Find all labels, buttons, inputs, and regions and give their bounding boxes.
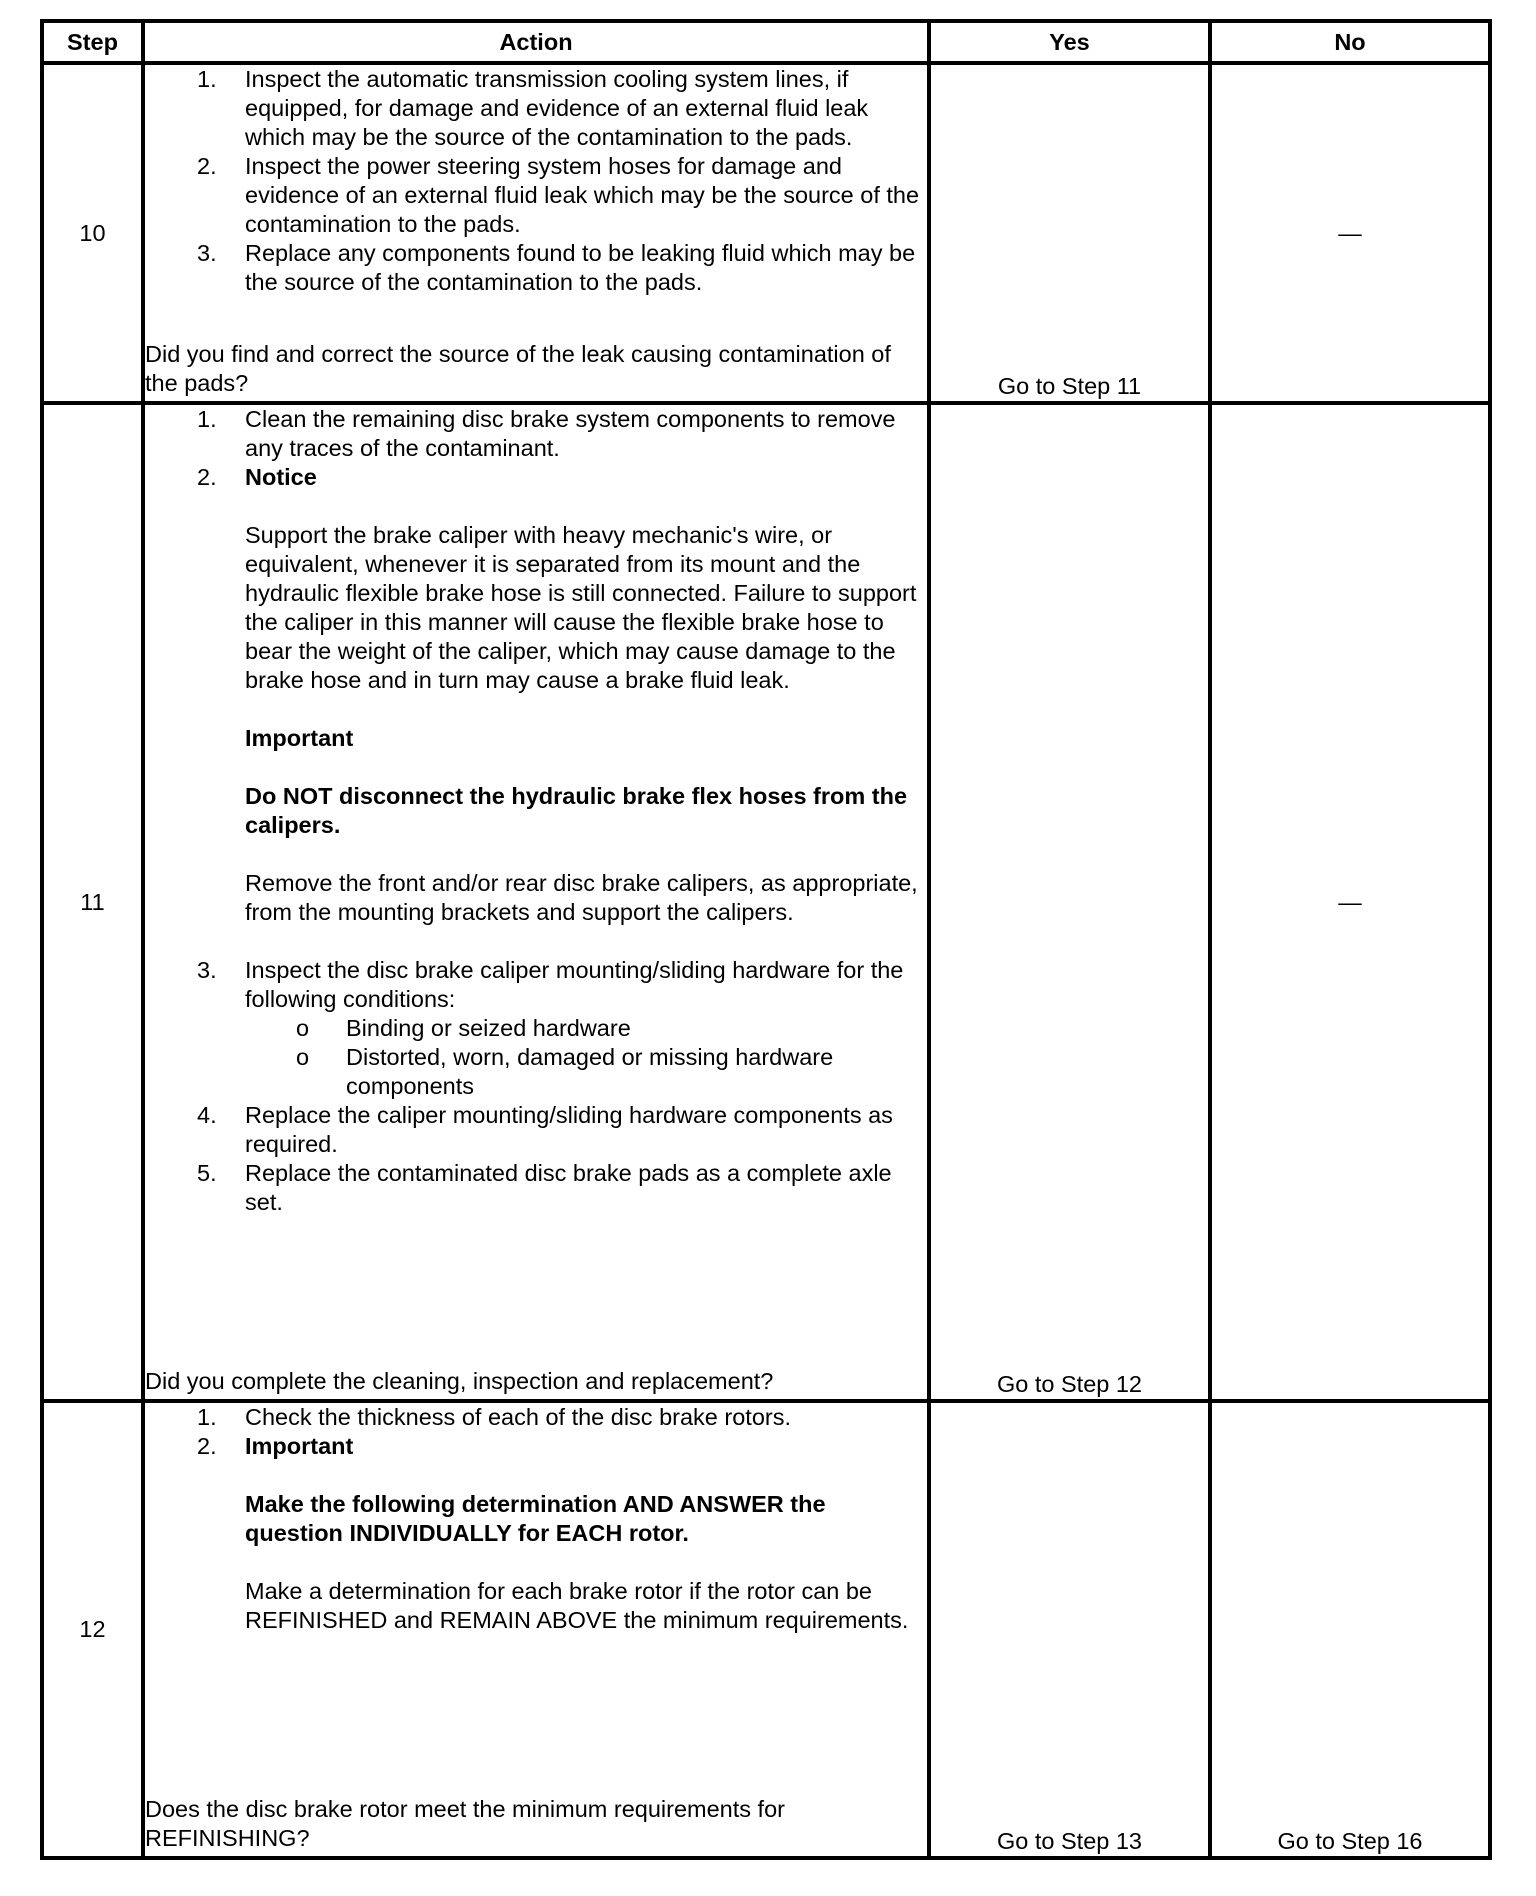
list-item <box>145 1403 927 1432</box>
yes-cell: Go to Step 11 <box>929 63 1210 403</box>
action-cell <box>143 1401 929 1858</box>
condition-text: Distorted, worn, damaged or missing hardware components <box>346 1044 834 1099</box>
item-text: Inspect the automatic transmission cooling system lines, if equipped, for damage and evidence of an external fluid leak which may be the source of the contamination to the pads. <box>245 66 869 150</box>
action-list <box>145 405 927 1217</box>
important-label: Important <box>245 1433 354 1459</box>
item-number: 3. <box>197 240 217 266</box>
header-yes: Yes <box>929 21 1210 63</box>
step-number: 12 <box>42 1401 143 1858</box>
no-cell: — <box>1210 63 1490 403</box>
list-item <box>145 956 927 1101</box>
list-item <box>145 239 927 297</box>
question-text: Did you find and correct the source of the leak causing contamination of the pads? <box>145 341 891 396</box>
item-number: 2. <box>197 1433 217 1459</box>
action-list <box>145 1403 927 1635</box>
step-number: 10 <box>42 63 143 403</box>
header-no: No <box>1210 21 1490 63</box>
item-text: Replace the caliper mounting/sliding hardware components as required. <box>245 1102 893 1157</box>
list-item <box>145 405 927 463</box>
step-number: 11 <box>42 403 143 1401</box>
important-label: Important <box>245 725 354 751</box>
item-number: 2. <box>197 464 217 490</box>
item-number: 5. <box>197 1160 217 1186</box>
bullet-icon: o <box>296 1044 310 1070</box>
header-action: Action <box>143 21 929 63</box>
condition-list <box>245 1014 927 1101</box>
question-text: Does the disc brake rotor meet the minimum requirements for REFINISHING? <box>145 1796 785 1851</box>
item-number: 3. <box>197 957 217 983</box>
list-item <box>145 152 927 239</box>
list-item <box>145 1432 927 1635</box>
condition-text: Binding or seized hardware <box>346 1015 631 1041</box>
item-number: 4. <box>197 1102 217 1128</box>
no-cell: — <box>1210 403 1490 1401</box>
condition-item <box>245 1043 927 1101</box>
item-text: Replace the contaminated disc brake pads as a complete axle set. <box>245 1160 892 1215</box>
item-number: 1. <box>197 66 217 92</box>
item-text: Clean the remaining disc brake system components to remove any traces of the contaminant. <box>245 406 896 461</box>
yes-cell: Go to Step 13 <box>929 1401 1210 1858</box>
important-text: Make the following determination AND ANSWER the question INDIVIDUALLY for EACH rotor. <box>245 1491 826 1546</box>
item-number: 2. <box>197 153 217 179</box>
action-cell <box>143 403 929 1401</box>
item-text: Inspect the power steering system hoses for damage and evidence of an external fluid leak which may be the source of the contamination to the pads. <box>245 153 920 237</box>
no-cell: Go to Step 16 <box>1210 1401 1490 1858</box>
item-number: 1. <box>197 1404 217 1430</box>
yes-cell: Go to Step 12 <box>929 403 1210 1401</box>
item-number: 1. <box>197 406 217 432</box>
question-text: Did you complete the cleaning, inspection and replacement? <box>145 1368 774 1394</box>
action-list <box>145 65 927 297</box>
notice-text: Support the brake caliper with heavy mechanic's wire, or equivalent, whenever it is separated from its mount and the hydraulic flexible brake hose is still connected. Failure to support the caliper in this manner will cause the flexible brake hose to bear the weight of the caliper, which may cause damage to the brake hose and in turn may cause a brake fluid leak. <box>245 522 917 693</box>
table-row-step-10 <box>42 63 1490 403</box>
header-step: Step <box>42 21 143 63</box>
item-text: Inspect the disc brake caliper mounting/sliding hardware for the following conditions: <box>245 957 904 1012</box>
item-text: Check the thickness of each of the disc brake rotors. <box>245 1404 791 1430</box>
notice-label: Notice <box>245 464 317 490</box>
list-item <box>145 1101 927 1159</box>
condition-item <box>245 1014 927 1043</box>
list-item <box>145 463 927 956</box>
item-text: Replace any components found to be leaking fluid which may be the source of the contamination to the pads. <box>245 240 916 295</box>
table-row-step-11 <box>42 403 1490 1401</box>
instruction-text: Make a determination for each brake rotor if the rotor can be REFINISHED and REMAIN ABOVE the minimum requirements. <box>245 1578 909 1633</box>
list-item <box>145 1159 927 1217</box>
instruction-text: Remove the front and/or rear disc brake calipers, as appropriate, from the mounting brackets and support the calipers. <box>245 870 918 925</box>
diagnostic-table <box>40 19 1492 1860</box>
action-cell <box>143 63 929 403</box>
header-row <box>42 21 1490 63</box>
table-row-step-12 <box>42 1401 1490 1858</box>
list-item <box>145 65 927 152</box>
bullet-icon: o <box>296 1015 310 1041</box>
important-text: Do NOT disconnect the hydraulic brake flex hoses from the calipers. <box>245 783 908 838</box>
